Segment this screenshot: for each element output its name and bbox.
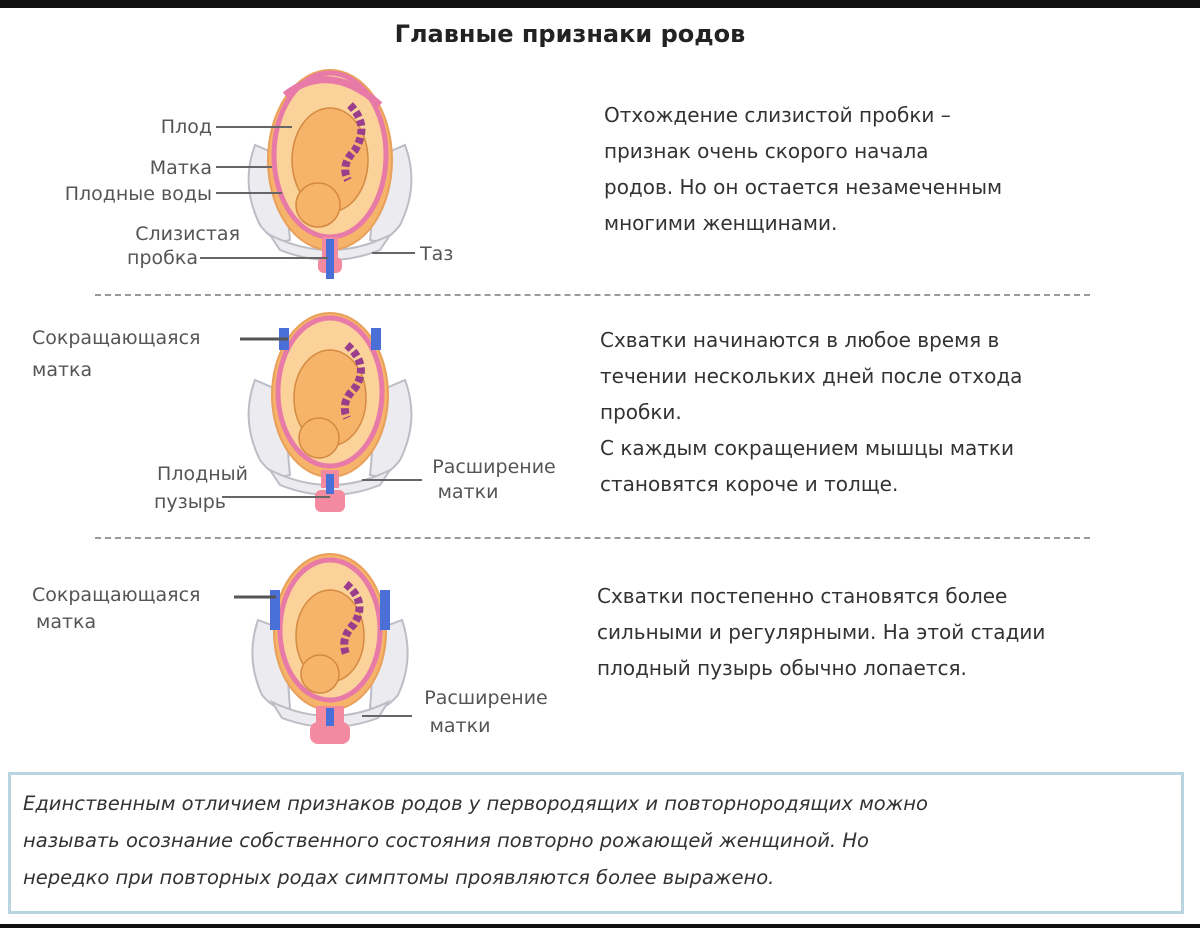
note-box — [8, 772, 1184, 914]
label-amniotic-sac-1: Плодный — [157, 463, 248, 485]
description-line: признак очень скорого начала — [604, 139, 929, 163]
leader-lines-3 — [0, 0, 600, 760]
description-line: плодный пузырь обычно лопается. — [597, 656, 967, 680]
note-line: нередко при повторных родах симптомы проявляются более выражено. — [23, 866, 775, 889]
label-contracting-uterus-1: Сокращающаяся — [32, 584, 201, 606]
description-line: Схватки постепенно становятся более — [597, 584, 1008, 608]
label-uterus: Матка — [149, 157, 212, 179]
note-line: называть осознание собственного состояния повторно рожающей женщиной. Но — [23, 829, 869, 852]
label-pelvis: Таз — [420, 243, 454, 265]
description-line: Схватки начинаются в любое время в — [600, 328, 1000, 352]
label-contracting-uterus-1: Сокращающаяся — [32, 327, 201, 349]
label-dilation-1: Расширение — [424, 687, 548, 709]
description-line: родов. Но он остается незамеченным — [604, 175, 1003, 199]
description-line: становятся короче и толще. — [600, 472, 899, 496]
description-line: С каждым сокращением мышцы матки — [600, 436, 1014, 460]
description-mucus-plug — [604, 97, 1164, 241]
label-fetus: Плод — [160, 116, 212, 138]
label-dilation-2: матки — [437, 481, 499, 503]
description-line: сильными и регулярными. На этой стадии — [597, 620, 1046, 644]
note-text — [23, 785, 1173, 896]
label-dilation-1: Расширение — [432, 456, 556, 478]
label-mucus-plug-2: пробка — [127, 247, 198, 269]
description-line: течении нескольких дней после отхода — [600, 364, 1023, 388]
description-contractions-begin — [600, 322, 1180, 502]
label-amniotic-sac-2: пузырь — [153, 491, 226, 513]
page-title: Главные признаки родов — [394, 20, 746, 48]
label-amniotic-fluid: Плодные воды — [64, 183, 212, 205]
label-dilation-2: матки — [429, 715, 491, 737]
description-line: Отхождение слизистой пробки – — [604, 103, 951, 127]
description-line: многими женщинами. — [604, 211, 838, 235]
description-contractions-stronger — [597, 578, 1187, 686]
bottom-frame-bar — [0, 924, 1200, 928]
label-mucus-plug-1: Слизистая — [135, 223, 240, 245]
label-contracting-uterus-2: матка — [32, 359, 93, 381]
description-line: пробки. — [600, 400, 682, 424]
note-line: Единственным отличием признаков родов у первородящих и повторнородящих можно — [23, 792, 928, 815]
label-contracting-uterus-2: матка — [36, 611, 97, 633]
